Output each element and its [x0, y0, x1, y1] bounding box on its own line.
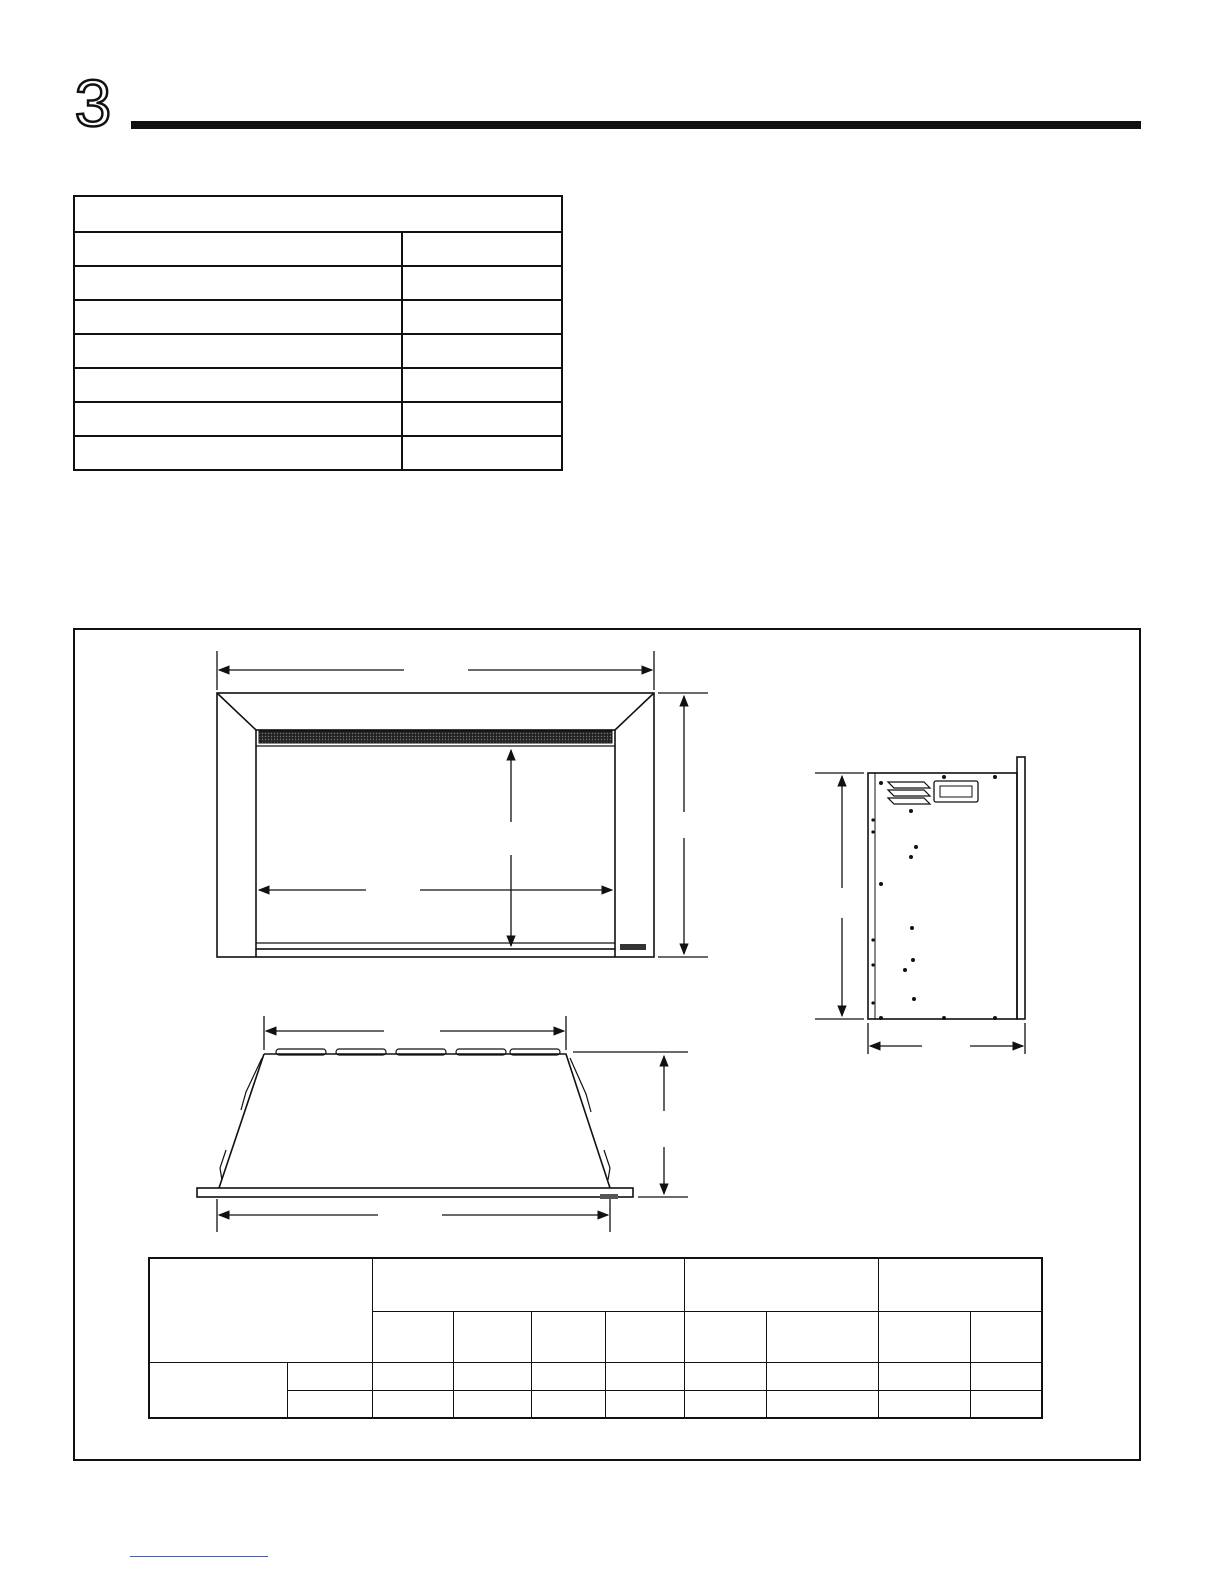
- side-view-drawing: [868, 757, 1025, 1020]
- side-view-faceplate: [1017, 757, 1025, 1019]
- dim-table-column-header: [685, 1311, 767, 1362]
- front-dimension-lines: [217, 651, 708, 957]
- front-opening: [256, 730, 615, 949]
- dim-table-model-header: [149, 1258, 373, 1362]
- dim-table-group-header: [879, 1258, 1043, 1311]
- side-view-screws: [871, 775, 997, 1020]
- footer-link-underline[interactable]: [130, 1556, 268, 1557]
- dim-table-column-header: [879, 1311, 971, 1362]
- side-view-body: [868, 773, 1017, 1019]
- side-dimension-lines: [815, 773, 1025, 1054]
- dim-table-group-header: [685, 1258, 879, 1311]
- dim-table-group-header: [373, 1258, 685, 1311]
- dim-table-column-header: [971, 1311, 1043, 1362]
- dim-table-column-header: [454, 1311, 532, 1362]
- dim-table-column-header: [767, 1311, 879, 1362]
- dim-table-column-header: [606, 1311, 685, 1362]
- heater-grille: [259, 731, 612, 743]
- front-view-drawing: [217, 693, 654, 957]
- top-view-drawing: [197, 1049, 633, 1199]
- dim-table-column-header: [373, 1311, 454, 1362]
- top-view-body: [219, 1054, 610, 1188]
- section-number: 3: [74, 70, 112, 140]
- dim-table-column-header: [532, 1311, 606, 1362]
- dim-table-model-cell: [149, 1362, 288, 1418]
- table-row: [149, 1362, 1042, 1390]
- side-view-handle: [934, 781, 978, 802]
- dimensions-table: [148, 1257, 1043, 1419]
- brand-badge: [620, 944, 646, 950]
- side-view-vents: [888, 782, 930, 804]
- top-view-faceplate: [197, 1188, 633, 1197]
